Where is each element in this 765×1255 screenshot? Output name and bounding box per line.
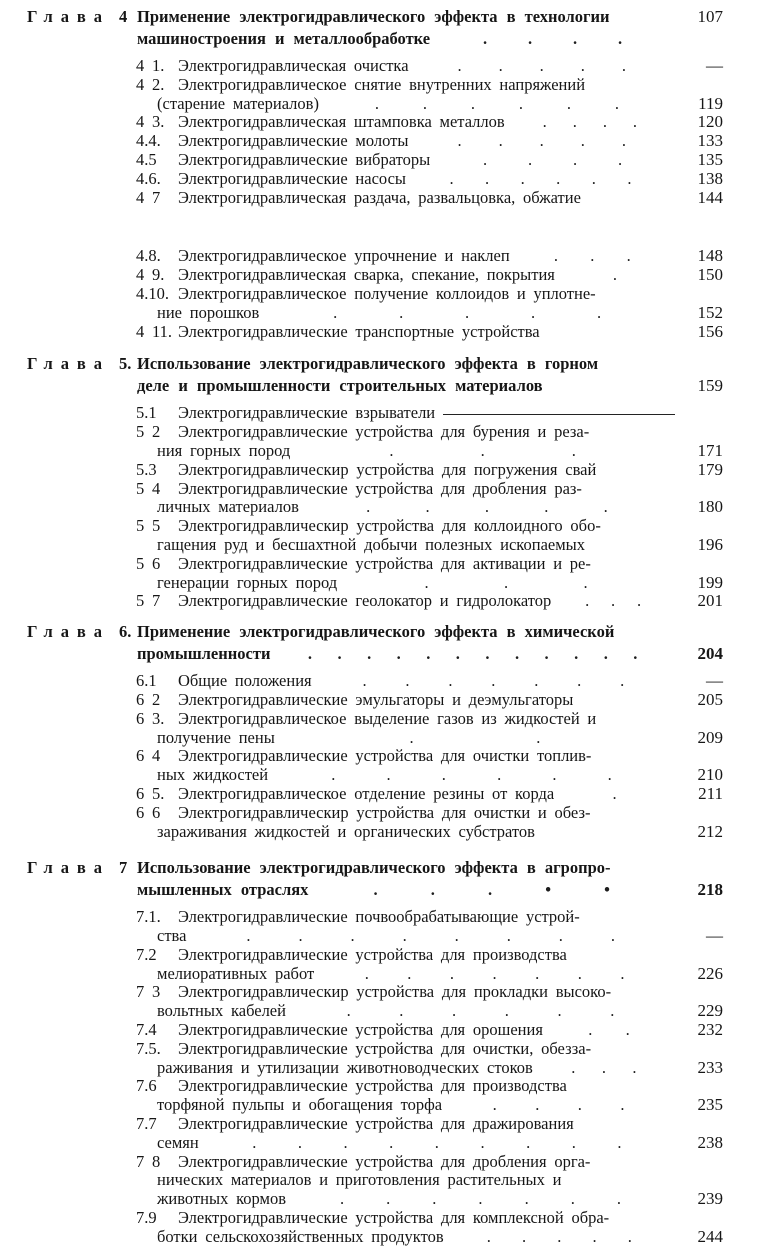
chapter-title-text: деле и промышленности строительных материалов (137, 376, 543, 396)
entry-number: 4 3. (136, 112, 165, 132)
entry-number: 7 8 (136, 1151, 161, 1171)
entry-text: животных кормов (157, 1189, 286, 1209)
page-number: 205 (697, 689, 723, 709)
page-number: 171 (697, 440, 723, 460)
entry-text: Электрогидравлические взрыватели (178, 403, 436, 423)
toc-entry-line (0, 151, 723, 170)
chapter-entries (0, 908, 723, 1246)
entry-text: Электрогидравлические устройства для очистки, обезза- (178, 1038, 592, 1058)
page-number: — (706, 926, 723, 946)
entry-number: 4.10. (136, 283, 169, 303)
toc-entry-line (0, 1002, 723, 1021)
page-number: 238 (697, 1132, 723, 1152)
dot-leader: . . . . . . (346, 1002, 615, 1021)
chapter-block (0, 857, 723, 1246)
page-number: 152 (697, 302, 723, 322)
page-number: 244 (697, 1226, 723, 1246)
chapter-title-line (0, 643, 723, 665)
entry-text: Электрогидравлическая штамповка металлов (178, 112, 505, 132)
dot-leader: . . . (389, 441, 576, 460)
toc-entry-line (0, 983, 723, 1002)
page-number: 235 (697, 1095, 723, 1115)
toc-entry-line (0, 1077, 723, 1096)
entry-text: Электрогидравлическая раздача, развальцовка, обжатие (178, 187, 581, 207)
entry-number: 6 5. (136, 783, 165, 803)
chapter-title-text: Использование электрогидравлического эффекта в агропро- (137, 858, 611, 878)
dot-leader: . . . . . . . (364, 964, 625, 983)
entry-number: 6 2 (136, 689, 161, 709)
page-number: 239 (697, 1189, 723, 1209)
chapter-title-text: мышленных отраслях (137, 880, 309, 900)
page-number: 232 (697, 1020, 723, 1040)
toc-entry-line (0, 1115, 723, 1134)
toc-entry-line (0, 804, 723, 823)
entry-text: Электрогидравлические устройства для дражирования (178, 1114, 574, 1134)
toc-entry-line (0, 170, 723, 189)
entry-number: 6 6 (136, 802, 161, 822)
entry-text: зараживания жидкостей и органических субстратов (157, 821, 535, 841)
entry-text: Электрогидравлические устройства для активации и ре- (178, 553, 591, 573)
toc-entry-line (0, 691, 723, 710)
toc-entry-line (0, 823, 723, 842)
chapter-label-word: Глава (27, 622, 110, 642)
toc-entry-line (0, 1171, 723, 1190)
entry-text: раживания и утилизации животноводческих стоков (157, 1057, 533, 1077)
entry-text: Электрогидравлические геолокатор и гидролокатор (178, 591, 552, 611)
entry-text: Общие положения (178, 671, 312, 691)
toc-entry-line (0, 1134, 723, 1153)
entry-number: 4 1. (136, 56, 165, 75)
chapter-title-text: Применение электрогидравлического эффекта в технологии (137, 7, 610, 26)
entry-text: Электрогидравлические устройства для комплексной обра- (178, 1208, 610, 1228)
entry-number: 5 5 (136, 516, 161, 536)
entry-number: 5 7 (136, 591, 161, 611)
dot-leader: . . . . (542, 113, 638, 132)
entry-number: 7.2 (136, 944, 157, 964)
entry-text: торфяной пульпы и обогащения торфа (157, 1095, 443, 1115)
page-number: 229 (697, 1001, 723, 1021)
entry-text: ние порошков (157, 302, 260, 322)
entry-text: Электрогидравлическое получение коллоидов и уплотне- (178, 283, 596, 303)
toc-entry-line (0, 1040, 723, 1059)
chapter-block (0, 6, 723, 341)
toc-entry-line (0, 442, 723, 461)
toc-entry-line (0, 946, 723, 965)
entry-text: генерации горных пород (157, 572, 338, 592)
page-number: 212 (697, 821, 723, 841)
toc-entry-line (0, 785, 723, 804)
entry-text: Электрогидравлическое выделение газов из жидкостей и (178, 708, 597, 728)
dot-leader: . . . (571, 1058, 637, 1077)
toc-entry-line (0, 57, 723, 76)
toc-entry-line (0, 710, 723, 729)
chapter-number: 7 (118, 858, 128, 878)
chapter-title-text: Применение электрогидравлического эффекта в химической (137, 622, 615, 642)
chapter-block (0, 353, 723, 611)
entry-number: 4.4. (136, 131, 161, 151)
toc-entry-line (0, 965, 723, 984)
entry-text: Электрогидравлические молоты (178, 131, 409, 151)
dot-leader: . . . . . . (374, 94, 620, 113)
toc-entry-line (0, 1021, 723, 1040)
entry-text: Электрогидравлические транспортные устройства (178, 321, 540, 341)
dot-leader: . (612, 266, 617, 285)
entry-text: мелиоративных работ (157, 963, 315, 983)
underline-rule (443, 414, 675, 415)
chapter-label-word: Глава (27, 858, 110, 878)
entry-text: Электрогидравлическир устройства для очистки и обез- (178, 802, 591, 822)
entry-number: 4.5 (136, 149, 157, 169)
entry-text: Электрогидравлическир устройства для прокладки высоко- (178, 982, 612, 1002)
entry-number: 4.6. (136, 168, 161, 188)
entry-text: получение пены (157, 727, 275, 747)
entry-number: 5 6 (136, 553, 161, 573)
chapter-block (0, 621, 723, 841)
entry-text: Электрогидравлические устройства для производства (178, 1076, 567, 1096)
entry-number: 7.5. (136, 1038, 161, 1058)
scan-gap (0, 207, 723, 247)
entry-text: нических материалов и приготовления растительных и (157, 1170, 562, 1190)
entry-number: 5 4 (136, 478, 161, 498)
chapter-entries (0, 404, 723, 611)
entry-text: Электрогидравлическая сварка, спекание, покрытия (178, 265, 555, 285)
page-number: 119 (698, 93, 723, 113)
chapter-label-word: Глава (27, 7, 110, 26)
entry-number: 7.6 (136, 1076, 157, 1096)
entry-text: Электрогидравлическая очистка (178, 56, 409, 75)
entry-text: Электрогидравлическое отделение резины от корда (178, 783, 555, 803)
page-number: 150 (697, 265, 723, 285)
page-number: 148 (697, 246, 723, 266)
chapter-label-word: Глава (27, 354, 110, 374)
toc-entry-line (0, 1153, 723, 1172)
entry-number: 6 3. (136, 708, 165, 728)
chapter-title-text: Использование электрогидравлического эффекта в горном (137, 354, 599, 374)
entry-text: Электрогидравлические устройства для производства (178, 944, 567, 964)
chapter-heading-label (27, 621, 131, 643)
chapter-heading-label (27, 353, 131, 375)
entry-text: Электрогидравлические устройства для бурения и реза- (178, 422, 590, 442)
dot-leader: . . . . (492, 1096, 625, 1115)
page-number: 204 (697, 644, 723, 664)
dot-leader: . . . . . . (331, 766, 612, 785)
chapter-number: 6. (118, 622, 132, 642)
page-number: 144 (697, 187, 723, 207)
page-number: 196 (697, 534, 723, 554)
entry-text: личных материалов (157, 497, 299, 517)
chapter-entries (0, 57, 723, 341)
entry-number: 4 11. (136, 321, 173, 341)
toc-entry-line (0, 304, 723, 323)
page-number: 226 (697, 963, 723, 983)
page-number: 138 (697, 168, 723, 188)
toc-entry-line (0, 1096, 723, 1115)
toc-entry-line (0, 285, 723, 304)
toc-entry-line (0, 766, 723, 785)
entry-text: вольтных кабелей (157, 1001, 286, 1021)
toc-entry-line (0, 517, 723, 536)
dot-leader: . . . . . . . . (246, 927, 615, 946)
page-number: 233 (697, 1057, 723, 1077)
chapter-title-line (0, 879, 723, 901)
entry-number: 7.9 (136, 1208, 157, 1228)
entry-text: Электрогидравлические эмульгаторы и деэмульгаторы (178, 689, 574, 709)
entry-text: ботки сельскохозяйственных продуктов (157, 1226, 444, 1246)
dot-leader: . . . . . . . (340, 1190, 621, 1209)
toc-entry-line (0, 423, 723, 442)
chapter-heading-label (27, 6, 127, 28)
entry-number: 4.8. (136, 246, 161, 266)
page-number: 180 (697, 497, 723, 517)
chapter-title-line (0, 375, 723, 397)
page-number: 211 (698, 783, 723, 803)
entry-number: 7.7 (136, 1114, 157, 1134)
toc-entry-line (0, 555, 723, 574)
chapter-heading-label (27, 857, 127, 879)
toc-entry-line (0, 729, 723, 748)
toc-entry-line (0, 113, 723, 132)
entry-text: гащения руд и бесшахтной добычи полезных ископаемых (157, 534, 585, 554)
dot-leader: . . . . . . . . . . . . (307, 644, 638, 664)
entry-text: Электрогидравлическое упрочнение и наклеп (178, 246, 510, 266)
entry-number: 5 2 (136, 422, 161, 442)
entry-text: Электрогидравлические устройства для дробления раз- (178, 478, 582, 498)
entry-text: Электрогидравлические устройства для орошения (178, 1020, 543, 1040)
chapter-title-line (0, 28, 723, 50)
dot-leader: . . . . . (457, 57, 626, 75)
toc-entry-line (0, 574, 723, 593)
page-number: 201 (697, 591, 723, 611)
toc-entry-line (0, 76, 723, 95)
toc-entry-line (0, 1228, 723, 1247)
toc-entry-line (0, 461, 723, 480)
page-number: 199 (697, 572, 723, 592)
dot-leader: . . . . (482, 29, 623, 48)
toc-entry-line (0, 323, 723, 342)
dot-leader: . . . . . (486, 1227, 632, 1246)
entry-number: 6.1 (136, 671, 157, 691)
entry-text: ных жидкостей (157, 765, 269, 785)
toc-entry-line (0, 908, 723, 927)
entry-text: Электрогидравлическое снятие внутренних напряжений (178, 74, 586, 94)
entry-text: Электрогидравлические вибраторы (178, 149, 431, 169)
dot-leader: . . . (585, 592, 642, 611)
entry-number: 5.1 (136, 403, 157, 423)
toc-entry-line (0, 95, 723, 114)
page-number: 107 (697, 7, 723, 26)
entry-number: 7.4 (136, 1020, 157, 1040)
page-number: 156 (697, 321, 723, 341)
entry-text: Электрогидравлическир устройства для коллоидного обо- (178, 516, 601, 536)
entry-number: 4 9. (136, 265, 165, 285)
page-number: 135 (697, 149, 723, 169)
entry-text: Электрогидравлические насосы (178, 168, 406, 188)
toc-entry-line (0, 247, 723, 266)
page-number: 133 (697, 131, 723, 151)
entry-text: Электрогидравлические устройства для дробления орга- (178, 1151, 591, 1171)
page-number: — (706, 56, 723, 75)
entry-text: ства (157, 926, 187, 946)
toc-entry-line (0, 480, 723, 499)
dot-leader: . . (588, 1021, 630, 1040)
entry-number: 5.3 (136, 459, 157, 479)
toc-entry-line (0, 404, 723, 423)
entry-number: 4 2. (136, 74, 165, 94)
dot-leader: . . . . . . (449, 169, 632, 188)
toc-entry-line (0, 927, 723, 946)
page-number: 209 (697, 727, 723, 747)
page-number: 210 (697, 765, 723, 785)
entry-text: Электрогидравлические почвообрабатывающие устрой- (178, 907, 580, 927)
entry-text: ния горных пород (157, 440, 291, 460)
toc-entry-line (0, 1209, 723, 1228)
chapter-number: 4 (118, 7, 128, 26)
toc-entry-line (0, 1190, 723, 1209)
dot-leader: . . . (553, 247, 631, 266)
chapter-entries (0, 672, 723, 841)
chapter-number: 5. (118, 354, 132, 374)
dot-leader: . . . • • (373, 880, 610, 900)
toc-entry-line (0, 536, 723, 555)
toc-entry-line (0, 498, 723, 517)
dot-leader: . . . . . . . . . (252, 1133, 622, 1152)
entry-text: Электрогидравлические устройства для очистки топлив- (178, 746, 592, 766)
toc-entry-line (0, 1059, 723, 1078)
entry-text: Электрогидравлическир устройства для погружения свай (178, 459, 597, 479)
chapter-title-text: промышленности (137, 644, 271, 664)
toc-entry-line (0, 189, 723, 208)
entry-text: (старение материалов) (157, 93, 319, 113)
dot-leader: . . . . . (333, 303, 602, 322)
entry-number: 7 3 (136, 982, 161, 1002)
dot-leader: . . . . . . . (362, 672, 625, 691)
page-number: 159 (697, 376, 723, 396)
page-number: 120 (697, 112, 723, 132)
dot-leader: . . (409, 728, 541, 747)
toc-entry-line (0, 672, 723, 691)
chapter-title-text: машиностроения и металлообработке (137, 29, 431, 48)
entry-number: 4 7 (136, 187, 161, 207)
toc-entry-line (0, 592, 723, 611)
toc-entry-line (0, 266, 723, 285)
page-number: — (706, 671, 723, 691)
dot-leader: . . . . . (457, 132, 627, 151)
page-number: 218 (697, 880, 723, 900)
entry-number: 6 4 (136, 746, 161, 766)
entry-text: семян (157, 1132, 199, 1152)
dot-leader: . . . . . (366, 498, 608, 517)
dot-leader: . . . . (483, 150, 623, 169)
toc-entry-line (0, 747, 723, 766)
page-number: 179 (697, 459, 723, 479)
dot-leader: . (612, 784, 617, 803)
dot-leader: . . . (424, 573, 588, 592)
toc-entry-line (0, 132, 723, 151)
entry-number: 7.1. (136, 907, 161, 927)
